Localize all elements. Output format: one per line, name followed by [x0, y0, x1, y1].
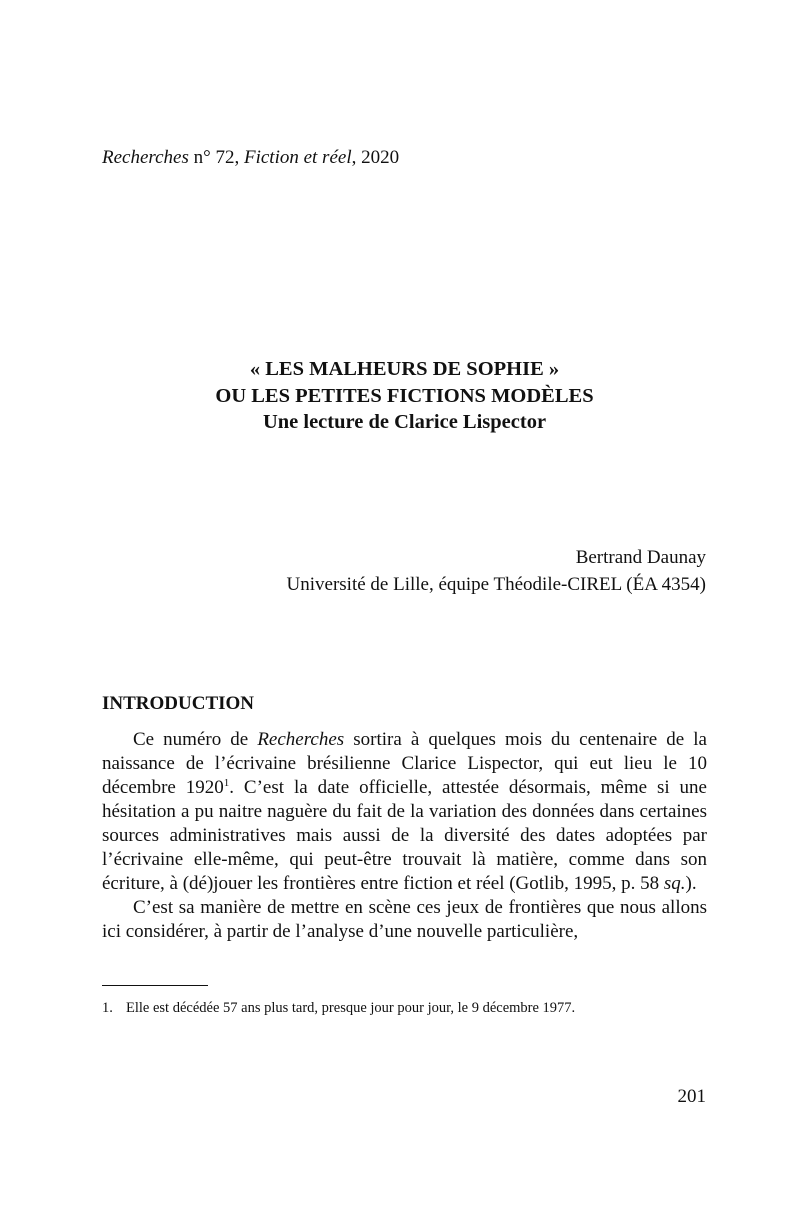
body-text	[102, 728, 707, 944]
article-title	[102, 356, 707, 436]
paragraph-2: C’est sa manière de mettre en scène ces jeux de frontières que nous allons ici considérer, à partir de l’analyse d’une nouvelle particulière,	[102, 897, 707, 942]
author-block	[287, 545, 706, 598]
section-heading: INTRODUCTION	[102, 693, 255, 714]
footnote-text: Elle est décédée 57 ans plus tard, presque jour pour jour, le 9 décembre 1977.	[126, 1000, 576, 1016]
journal-name: Recherches	[102, 147, 189, 168]
footnote	[102, 999, 575, 1017]
paragraph-1	[102, 728, 707, 896]
title-line-2: OU LES PETITES FICTIONS MODÈLES	[215, 384, 594, 407]
paragraph-1-text-a: Ce numéro de	[133, 729, 258, 750]
author-affiliation: Université de Lille, équipe Théodile-CIREL (ÉA 4354)	[286, 573, 706, 595]
running-header	[102, 146, 399, 170]
page-number: 201	[677, 1086, 706, 1107]
subtitle: Une lecture de Clarice Lispector	[262, 411, 547, 433]
journal-year: , 2020	[351, 147, 400, 168]
footnote-separator	[102, 985, 208, 986]
paragraph-1-text-d: . C’est la date officielle, attestée désormais, même si une hésitation a pu naitre naguère du fait de la variation des données dans certaines sources administratives mais aussi de la diversité des dates adoptées par l’écrivaine elle-même, qui peut-être trouvait là matière, comme dans son écriture, à (dé)jouer les frontières entre fiction et réel (Gotlib, 1995, p. 58	[102, 777, 707, 894]
author-name: Bertrand Daunay	[575, 547, 706, 568]
sq-abbreviation: sq.	[663, 873, 686, 894]
footnote-number: 1.	[102, 1000, 113, 1016]
paragraph-1-text-c: sortira à quelques mois du centenaire de la naissance de l’écrivaine brésilienne Clarice Lispector, qui eut lieu le 10 décembre 1920	[102, 729, 707, 798]
footnote-marker[interactable]: 1	[223, 777, 230, 789]
paragraph-1-text-f: ).	[685, 873, 697, 894]
issue-theme: Fiction et réel	[243, 147, 352, 168]
journal-issue: n° 72,	[188, 147, 244, 168]
journal-reference: Recherches	[257, 729, 345, 750]
title-line-1: « LES MALHEURS DE SOPHIE »	[249, 358, 560, 380]
